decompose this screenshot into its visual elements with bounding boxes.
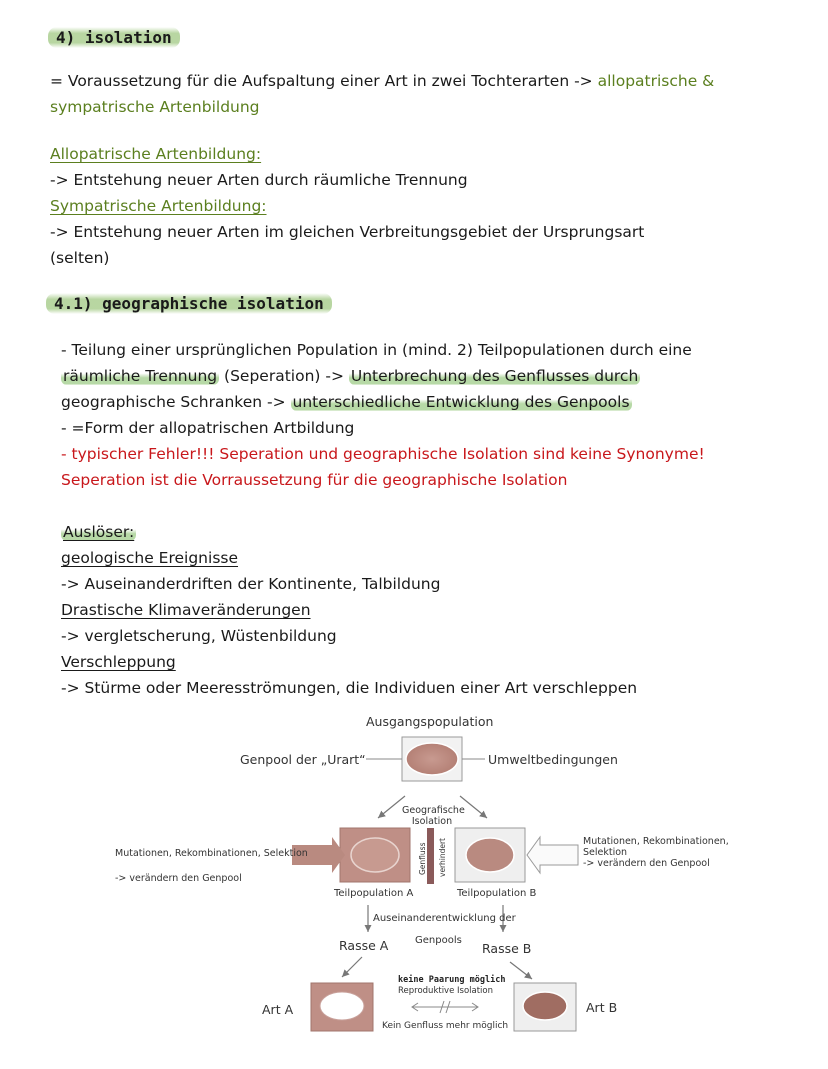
- label-geo-isolation: [402, 805, 465, 827]
- definition-line-1: [50, 68, 714, 94]
- allopatric-title: Allopatrische Artenbildung:: [50, 145, 262, 163]
- trigger-geological: geologische Ereignisse: [61, 549, 239, 567]
- heading-geographic-isolation: 4.1) geographische isolation: [46, 293, 332, 314]
- geo-line-3-pre: geographische Schranken ->: [61, 393, 291, 411]
- label-art-a: Art A: [262, 1002, 294, 1017]
- label-right-note-3: -> verändern den Genpool: [583, 858, 710, 869]
- typical-error-line-1: - typischer Fehler!!! Seperation und geographische Isolation sind keine Synonyme!: [61, 445, 705, 463]
- label-start-population: Ausgangspopulation: [366, 714, 494, 729]
- barrier-label-right: [437, 833, 451, 881]
- sympatric-text-2: (selten): [50, 249, 110, 267]
- geo-line-4: - =Form der allopatrischen Artbildung: [61, 419, 355, 437]
- isolation-diagram: [0, 700, 828, 1069]
- barrier-label-left: [416, 835, 430, 879]
- sub-b-genpool: [466, 838, 514, 872]
- label-race-b: Rasse B: [482, 941, 532, 956]
- label-right-note: [583, 836, 729, 869]
- allopatric-text: -> Entstehung neuer Arten durch räumliche Trennung: [50, 171, 468, 189]
- label-art-b: Art B: [586, 1000, 618, 1015]
- arrow-to-sub-a: [378, 796, 405, 818]
- label-race-a: Rasse A: [339, 938, 389, 953]
- trigger-climate: Drastische Klimaveränderungen: [61, 601, 311, 619]
- geo-line-2: [61, 363, 640, 389]
- barrier-text-1: Genfluss: [418, 842, 427, 875]
- trigger-geological-detail: -> Auseinanderdriften der Kontinente, Talbildung: [61, 575, 441, 593]
- trigger-climate-detail: -> vergletscherung, Wüstenbildung: [61, 627, 337, 645]
- definition-green-1: allopatrische &: [597, 72, 715, 90]
- geo-line-2-mid: (Seperation) ->: [219, 367, 349, 385]
- arrow-to-art-a: [342, 957, 362, 977]
- right-pressure-arrow: [527, 837, 578, 873]
- highlight-gene-flow: Unterbrechung des Genflusses durch: [350, 367, 639, 385]
- label-left-note-2: -> verändern den Genpool: [115, 873, 242, 884]
- label-right-note-1: Mutationen, Rekombinationen,: [583, 836, 729, 847]
- definition-line-2: sympatrische Artenbildung: [50, 98, 260, 116]
- trigger-displacement: Verschleppung: [61, 653, 176, 671]
- triggers-title-text: Auslöser:: [63, 523, 135, 541]
- label-diverge-2: Genpools: [415, 935, 462, 946]
- label-sub-b: Teilpopulation B: [457, 888, 537, 899]
- sympatric-title: Sympatrische Artenbildung:: [50, 197, 267, 215]
- typical-error-line-2: Seperation ist die Vorraussetzung für die geographische Isolation: [61, 471, 568, 489]
- label-diverge-1: Auseinanderentwicklung der: [373, 913, 516, 924]
- definition-text: = Voraussetzung für die Aufspaltung einer Art in zwei Tochterarten ->: [50, 72, 598, 90]
- label-right-note-2: Selektion: [583, 847, 628, 858]
- start-genpool-ellipse: [406, 743, 458, 775]
- label-reproductive-isolation: Reproduktive Isolation: [398, 986, 494, 996]
- label-no-gene-flow: Kein Genfluss mehr möglich: [382, 1021, 509, 1031]
- triggers-title: [61, 519, 136, 545]
- barrier-text-2: verhindert: [438, 838, 447, 877]
- label-geo-isolation-2: Isolation: [411, 816, 453, 827]
- trigger-displacement-detail: -> Stürme oder Meeresströmungen, die Individuen einer Art verschleppen: [61, 679, 638, 697]
- label-environment: Umweltbedingungen: [488, 752, 618, 767]
- geo-line-3: [61, 389, 632, 415]
- label-left-note-1: Mutationen, Rekombinationen, Selektion: [115, 848, 308, 859]
- label-geo-isolation-1: Geografische: [402, 805, 465, 816]
- sub-a-genpool: [351, 838, 399, 872]
- highlight-spatial-separation: räumliche Trennung: [63, 367, 218, 385]
- arrow-to-art-b: [510, 962, 532, 979]
- geo-line-1: - Teilung einer ursprünglichen Population in (mind. 2) Teilpopulationen durch eine: [61, 341, 692, 359]
- sympatric-text-1: -> Entstehung neuer Arten im gleichen Verbreitungsgebiet der Ursprungsart: [50, 223, 645, 241]
- art-b-genpool: [523, 992, 567, 1020]
- label-sub-a: Teilpopulation A: [334, 888, 414, 899]
- art-a-genpool: [320, 992, 364, 1020]
- label-genpool-urart: Genpool der „Urart“: [240, 752, 366, 767]
- label-no-mating: keine Paarung möglich: [398, 975, 506, 985]
- heading-isolation: 4) isolation: [48, 27, 180, 48]
- highlight-genpool: unterschiedliche Entwicklung des Genpools: [292, 393, 630, 411]
